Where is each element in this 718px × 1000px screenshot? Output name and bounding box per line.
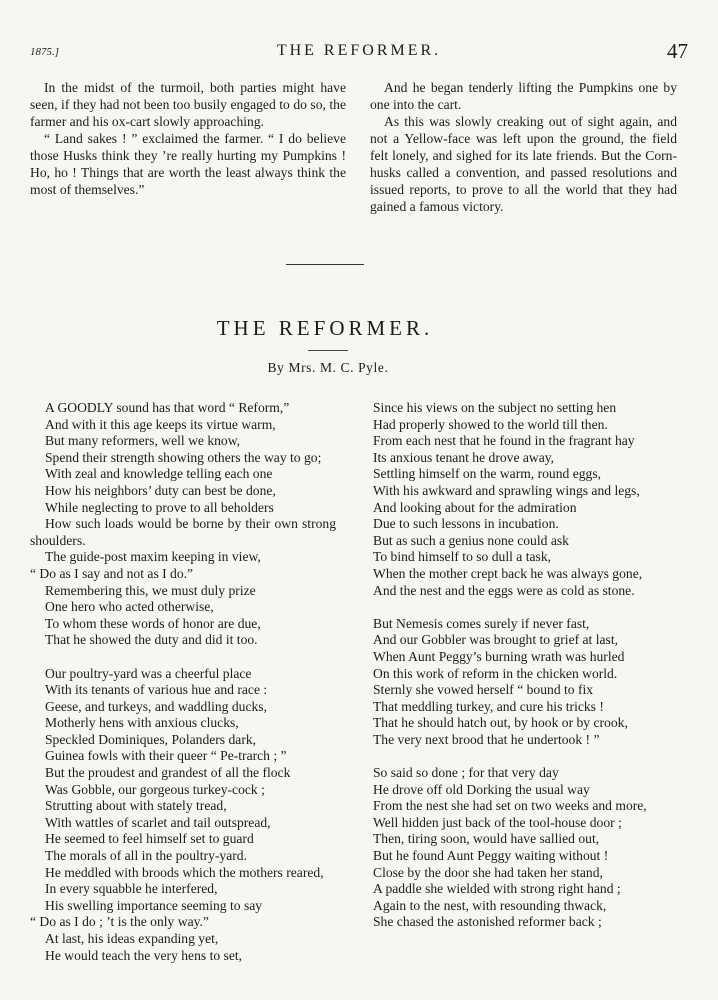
poem-line: With his awkward and sprawling wings and legs, [373,482,640,498]
poem-line: Due to such lessons in incubation. [373,516,559,532]
poem-line: Geese, and turkeys, and waddling ducks, [45,698,267,714]
poem-line: In every squabble he interfered, [45,881,218,897]
poem-line: Our poultry-yard was a cheerful place [45,665,252,681]
page-number: 47 [667,39,688,63]
stanza [358,616,674,749]
poem-line: “ Do as I say and not as I do.” [30,565,194,581]
poem-line: But many reformers, well we know, [45,433,241,449]
poem-line: One hero who acted otherwise, [45,599,214,615]
poem-line: But Nemesis comes surely if never fast, [373,615,590,631]
poem-line: “ Do as I do ; ’t is the only way.” [30,914,209,930]
running-header [30,39,688,66]
poem-line: That he should hatch out, by hook or by crook, [373,715,628,731]
poem-line: Its anxious tenant he drove away, [373,449,555,465]
poem-line: How such loads would be borne by their own strong shoulders. [30,516,336,548]
poem-line: Sternly she vowed herself “ bound to fix [373,682,594,698]
poem-title: THE REFORMER. [216,316,434,340]
poem-line: At last, his ideas expanding yet, [45,931,219,946]
poem-line: But as such a genius none could ask [373,532,569,548]
poem-line: He would teach the very hens to set, [45,947,243,963]
poem-line: From each nest that he found in the fragrant hay [373,433,635,449]
poem-line: Motherly hens with anxious clucks, [45,715,239,731]
poem-line: He seemed to feel himself set to guard [45,831,254,847]
poem-line: Settling himself on the warm, round eggs, [373,466,602,482]
section-divider [286,264,364,265]
title-rule [308,350,348,351]
intro-column-right [370,79,677,215]
poem-line: Had properly showed to the world till then. [373,416,608,432]
poem-line: And with it this age keeps its virtue warm, [45,416,276,432]
poem-line: Strutting about with stately tread, [45,798,227,814]
poem-line: A GOODLY sound has that word “ Reform,” [45,400,290,415]
stanza [30,400,336,649]
poem-line: Guinea fowls with their queer “ Pe-trarch ; ” [45,748,287,764]
poem-line: From the nest she had set on two weeks and more, [373,798,647,814]
poem-column-right [358,400,674,948]
poem-line: Then, tiring soon, would have sallied out, [373,831,600,847]
poem-line: With wattles of scarlet and tail outspread, [45,814,271,830]
poem-line: Spend their strength showing others the way to go; [45,449,322,465]
poem-line: And looking about for the admiration [373,499,577,515]
poem-line: Again to the nest, with resounding thwack, [373,897,607,913]
stanza [358,400,674,599]
poem-line: And the nest and the eggs were as cold as stone. [373,582,635,598]
intro-column-left [30,79,346,198]
poem-line: So said so done ; for that very day [373,765,559,781]
poem-line: That meddling turkey, and cure his tricks ! [373,698,604,714]
intro-paragraph: In the midst of the turmoil, both parties might have seen, if they had not been too busily engaged to do so, the farmer and his ox-cart slowly approaching. [30,80,346,129]
poem-line: When the mother crept back he was always gone, [373,565,643,581]
poem-line: That he showed the duty and did it too. [45,632,258,648]
poem-line: On this work of reform in the chicken world. [373,665,618,681]
poem-line: Speckled Dominiques, Polanders dark, [45,731,257,747]
intro-paragraph: As this was slowly creaking out of sight again, and not a Yellow-face was left upon the ground, the field felt lonely, and sighed for its late friends. But the Corn-husks called a convention, and passed resolutions and issued reports, to prove to all the world that they had gained a famous victory. [370,114,677,214]
poem-line: The guide-post maxim keeping in view, [45,549,261,565]
poem-line: He meddled with broods which the mothers reared, [45,864,324,880]
poem-line: How his neighbors’ duty can best be done, [45,482,276,498]
poem-line: A paddle she wielded with strong right hand ; [373,881,621,897]
poem-line: Close by the door she had taken her stand, [373,864,603,880]
poem-line: But he found Aunt Peggy waiting without ! [373,848,609,864]
intro-paragraph: And he began tenderly lifting the Pumpkins one by one into the cart. [370,80,677,112]
stanza [358,765,674,931]
poem-line: While neglecting to prove to all beholders [45,499,274,515]
poem-line: With zeal and knowledge telling each one [45,466,273,482]
poem-line: Since his views on the subject no setting hen [373,400,617,415]
poem-line: With its tenants of various hue and race : [45,682,268,698]
poem-line: But the proudest and grandest of all the flock [45,765,291,781]
poem-line: He drove off old Dorking the usual way [373,781,590,797]
poem-line: Was Gobble, our gorgeous turkey-cock ; [45,781,265,797]
poem-line: The very next brood that he undertook ! ” [373,731,600,747]
poem-column-left [30,400,336,981]
poem-line: The morals of all in the poultry-yard. [45,848,247,864]
running-title: THE REFORMER. [276,42,442,59]
poem-line: And our Gobbler was brought to grief at last, [373,632,619,648]
header-year: 1875.] [30,46,60,58]
poem-line: Remembering this, we must duly prize [45,582,256,598]
poem-line: To whom these words of honor are due, [45,615,261,631]
poem-byline: By Mrs. M. C. Pyle. [267,360,389,375]
intro-paragraph: “ Land sakes ! ” exclaimed the farmer. “ I do believe those Husks think they ’re really hurting my Pumpkins ! Ho, ho ! Things that are worth the least always think the most of themselves.” [30,131,346,197]
poem-line: His swelling importance seeming to say [45,897,263,913]
poem-line: Well hidden just back of the tool-house door ; [373,814,622,830]
poem-line: When Aunt Peggy’s burning wrath was hurled [373,648,625,664]
poem-line: To bind himself to so dull a task, [373,549,552,565]
stanza [30,666,336,965]
poem-line: She chased the astonished reformer back ; [373,914,602,930]
